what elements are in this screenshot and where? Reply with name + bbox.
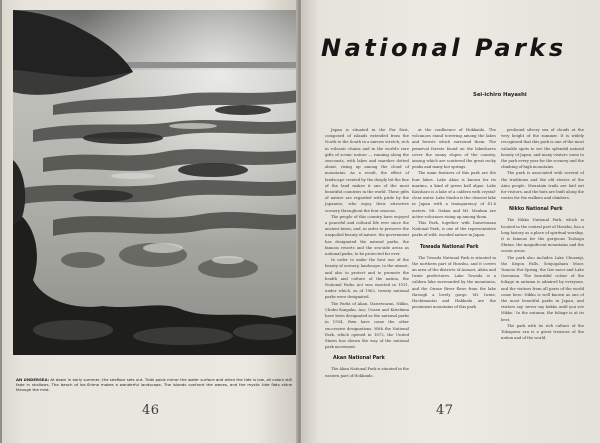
right-page: [301, 0, 600, 443]
body-paragraph: In order to make the best use of the beauty of scenery, landscape, to the utmost, and also to protect and to promote the health and culture of the nation, the National Parks Act was enacted in 1931, under which, as of 1962, twenty national parks were designated.: [325, 257, 409, 300]
body-paragraph: at the confluence of Hokkaido. The volcanoes stand towering among the lakes and forests which surround them. The primeval forests found on the lakeshores cover the sunny slopes of the country, among which are scattered the great rocky peaks and many hot springs.: [412, 127, 496, 170]
body-paragraph: The park with its rich culture of the Tokugawa era is a great treasure of the nation and of the world.: [501, 322, 584, 341]
body-paragraph: The Parks of Akan, Daisetsuzan, Nikko, Chubu-Sangaku, Aso, Unzen and Kirishima have been designated as the national parks in 1934, then have come the other successive designations. With the National Park, which opened in 1872, the United States has shown the way of the national park movement.: [325, 300, 409, 350]
photo-graphic: [13, 10, 298, 355]
body-paragraph: The Nikko National Park, which is located in the central part of Honshu, has a long history as a place of spiritual worship. It is famous for the gorgeous Toshogu Shrine, the magnificent mountains and the scenic areas.: [501, 217, 584, 254]
caption-text: At dawn in early summer, the seafloor sets out. Tidal pools mirror the water surface and when the tide is low, all colors still fade in shallows. The beach of Ise-Shima makes a wonderful landscape. The islands confront the waves, and the mystic tide flats shine through the mist.: [16, 377, 293, 393]
text-column-3: [501, 127, 584, 342]
photo-caption: [16, 377, 292, 393]
section-subheading: Akan National Park: [333, 356, 385, 362]
body-paragraph: The Towada National Park is situated in the northern part of Honshu, and it covers an area of the districts of Aomori, Akita and Iwate prefectures. Lake Towada is a caldera lake surrounded by the mountains, and the Oirase River flows from the lake through a lovely gorge. Mt. Iwate, Hachimantai and Hakkoda are the prominent mountains of this park.: [412, 254, 496, 310]
caption-lead: AN UNDERSEA:: [16, 377, 50, 382]
body-paragraph: The main features of this park are the four lakes. Lake Akan is known for its marimo, a kind of green ball algae. Lake Kussharo is a lake of a caldera with crystal-clear water. Lake Mashu is the clearest lake in Japan with a transparency of 41.6 meters. Mt. Oakan and Mt. Meakan are active volcanoes rising up among them.: [412, 170, 496, 219]
coastal-tidal-flats-photo: [13, 10, 298, 355]
body-paragraph: The Akan National Park is situated in the eastern part of Hokkaido.: [325, 366, 409, 378]
body-paragraph: The people of this country have enjoyed a peaceful and cultural life ever since the ancient times, and, in order to preserve the unspoiled beauty of nature, the government has designated the natural parks, the famous resorts and the sea-side areas as national parks, to be protected for ever.: [325, 213, 409, 257]
body-paragraph: Japan is situated in the Far East, composed of islands extended from the North to the South in a narrow stretch, rich in volcanic chains and in the world's rare gifts of scenic nature — running along the seacoasts, with lakes and marshes dotted about, rising up among the cloud of mountains. As a result, the effect of landscape created by the deeply bit the line of the land makes it one of the most beautiful countries in the world. These gifts of nature are regarded with pride by the Japanese, who enjoy their attractive scenery throughout the four seasons.: [325, 127, 409, 213]
body-paragraph: This Park, together with Daisetsuzan National Park, is one of the representative parks of wild, wooded nature in Japan.: [412, 220, 496, 238]
author-name: Sei-ichiro Hayashi: [473, 92, 527, 98]
body-paragraph: The park also includes Lake Chuzenji, the Kegon Falls, Senjogahara Moor, Yumoto Hot Spring, the Oze moor and Lake Ozenuma. The beautiful colour of the foliage in autumn is admired by everyone, and the visitors from all parts of the world come here. Nikko is well known as one of the most beautiful parks in Japan, and visitors say 'never say kekko until you see Nikko.' In the autumn, the foliage is at its best.: [501, 254, 584, 322]
page-title: National Parks: [321, 34, 567, 62]
section-subheading: Towada National Park: [420, 244, 479, 250]
page-number-left: 46: [142, 403, 160, 418]
left-page: [2, 0, 298, 443]
text-column-1: [325, 127, 409, 379]
body-paragraph: The park is associated with several of the traditions and the old stories of the Ainu people. Mountain trails are laid out for visitors, and the huts are built along the routes for the walkers and climbers.: [501, 170, 584, 201]
body-paragraph: profound silvery sea of clouds at the very height of the summer. It is widely recognized that this park is one of the most valuable spots to see the splendid natural beauty of Japan, and many visitors come to the park every year for the scenery and the climbing of high mountains.: [501, 127, 584, 170]
page-number-right: 47: [436, 403, 454, 418]
section-subheading: Nikko National Park: [509, 207, 563, 213]
text-column-2: [412, 127, 496, 310]
